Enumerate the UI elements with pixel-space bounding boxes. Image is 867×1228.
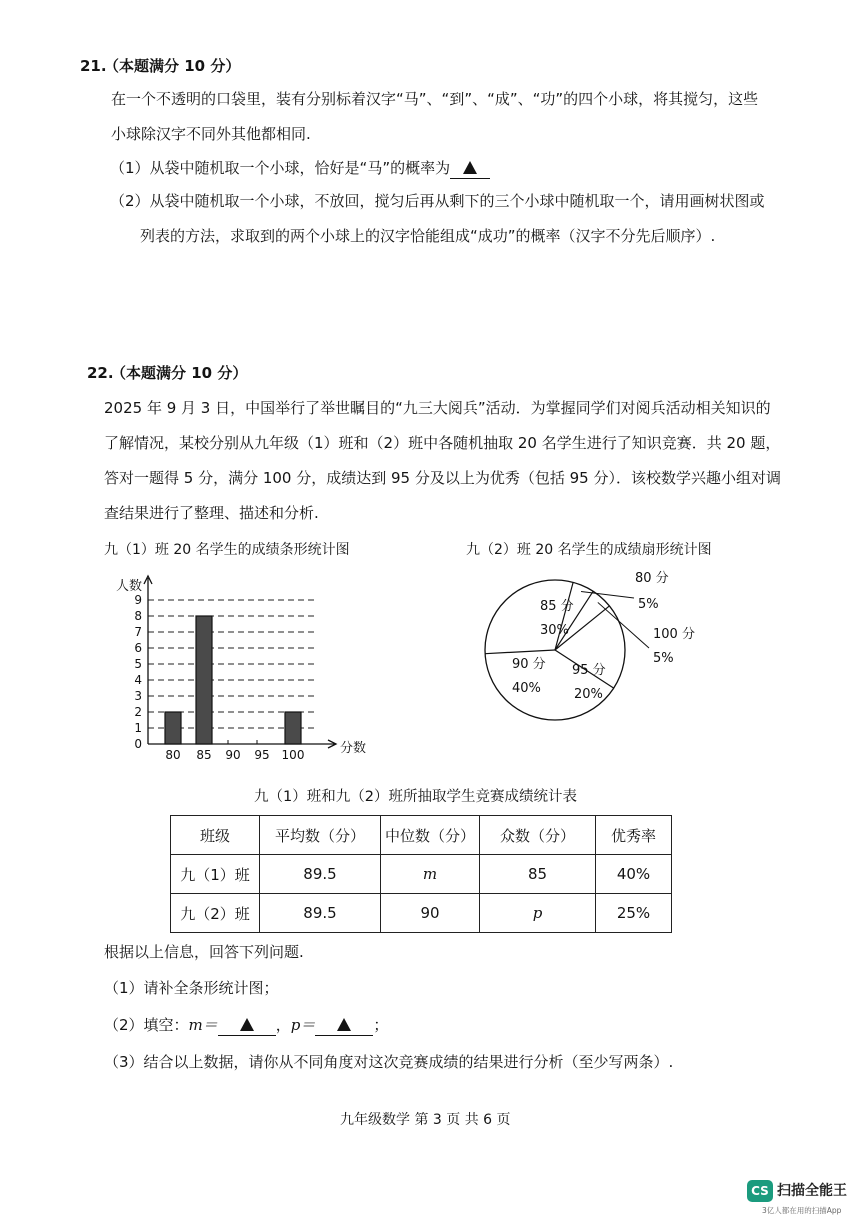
camscanner-logo: CS <box>747 1180 773 1202</box>
x-tick-label: 95 <box>254 748 270 762</box>
q21-part2-line2: 列表的方法，求取到的两个小球上的汉字恰能组成“成功”的概率（汉字不分先后顺序）. <box>140 227 716 245</box>
table-title: 九（1）班和九（2）班所抽取学生竞赛成绩统计表 <box>254 789 577 805</box>
watermark-sub: 3亿人都在用的扫描App <box>762 1206 842 1215</box>
bar <box>196 616 212 744</box>
q22-after-table: 根据以上信息，回答下列问题. <box>104 943 304 961</box>
page-footer: 九年级数学 第 3 页 共 6 页 <box>340 1112 511 1128</box>
q21-header: （本题满分 10 分） <box>104 57 241 75</box>
y-tick-label: 4 <box>134 673 142 687</box>
table-header-row <box>171 816 672 855</box>
y-tick-label: 7 <box>134 625 142 639</box>
pie-slice-label: 100 分 <box>653 627 695 642</box>
answer-blank-m <box>218 1015 276 1036</box>
table-cell: p <box>480 894 596 933</box>
x-tick-label: 100 <box>281 748 305 762</box>
x-tick-label: 85 <box>196 748 212 762</box>
q22-intro-line: 答对一题得 5 分，满分 100 分，成绩达到 95 分及以上为优秀（包括 95 分）．该校数学兴趣小组对调 <box>104 469 781 487</box>
x-tick-label: 90 <box>225 748 241 762</box>
y-tick-label: 2 <box>134 705 142 719</box>
table-cell: 90 <box>381 894 480 933</box>
table-row <box>171 855 672 894</box>
y-tick-label: 1 <box>134 721 142 735</box>
q22-intro-line: 2025 年 9 月 3 日，中国举行了举世瞩目的“九三大阅兵”活动．为掌握同学们对阅兵活动相关知识的 <box>104 399 771 417</box>
x-tick-label: 80 <box>165 748 181 762</box>
pie-chart-title: 九（2）班 20 名学生的成绩扇形统计图 <box>466 542 712 558</box>
q21-intro-line2: 小球除汉字不同外其他都相同. <box>111 125 311 143</box>
pie-slice-percent: 40% <box>512 681 541 696</box>
y-tick-label: 5 <box>134 657 142 671</box>
table-cell: m <box>381 855 480 894</box>
q22-number: 22. <box>87 364 114 382</box>
table-cell: 85 <box>480 855 596 894</box>
y-axis-label: 人数 <box>116 579 143 594</box>
table-header-cell: 众数（分） <box>480 816 596 855</box>
y-tick-label: 0 <box>134 737 142 751</box>
watermark-name: 扫描全能王 <box>777 1183 847 1199</box>
pie-slice-percent: 20% <box>574 687 603 702</box>
table-cell: 89.5 <box>260 894 381 933</box>
q22-part2-end: ； <box>373 1016 389 1034</box>
bar <box>165 712 181 744</box>
bar-chart-title: 九（1）班 20 名学生的成绩条形统计图 <box>104 542 350 558</box>
y-tick-label: 9 <box>134 593 142 607</box>
q21-part1-text: （1）从袋中随机取一个小球，恰好是“马”的概率为 <box>110 159 451 177</box>
y-tick-label: 6 <box>134 641 142 655</box>
q22-part2 <box>104 1015 388 1036</box>
table-row <box>171 894 672 933</box>
triangle-icon <box>337 1018 351 1031</box>
y-tick-label: 3 <box>134 689 142 703</box>
q22-part1: （1）请补全条形统计图； <box>104 979 279 997</box>
q21-number: 21. <box>80 57 107 75</box>
pie-chart <box>470 562 730 732</box>
answer-blank-p <box>315 1015 373 1036</box>
q22-part2-p: p＝ <box>290 1016 316 1034</box>
q21-part1 <box>110 158 490 179</box>
pie-slice-percent: 5% <box>653 651 674 666</box>
bar-chart <box>104 562 384 762</box>
q22-part2-m: m＝ <box>188 1016 218 1034</box>
table-cell: 九（1）班 <box>171 855 260 894</box>
x-axis-label: 分数 <box>340 741 367 756</box>
q22-part2-prefix: （2）填空： <box>104 1016 189 1034</box>
q22-intro-line: 查结果进行了整理、描述和分析. <box>104 504 319 522</box>
q22-header: （本题满分 10 分） <box>111 364 248 382</box>
q22-part2-sep: ， <box>275 1016 291 1034</box>
table-header-cell: 中位数（分） <box>381 816 480 855</box>
pie-slice-label: 80 分 <box>635 571 669 586</box>
q22-intro-line: 了解情况，某校分别从九年级（1）班和（2）班中各随机抽取 20 名学生进行了知识竞赛．共 20 题， <box>104 434 781 452</box>
pie-slice-label: 95 分 <box>572 663 606 678</box>
bar <box>285 712 301 744</box>
triangle-icon <box>240 1018 254 1031</box>
pie-slice-label: 85 分 <box>540 599 574 614</box>
pie-slice-label: 90 分 <box>512 657 546 672</box>
table-header-cell: 优秀率 <box>596 816 672 855</box>
pie-slice-percent: 30% <box>540 623 569 638</box>
y-tick-label: 8 <box>134 609 142 623</box>
stats-table <box>170 815 672 933</box>
table-cell: 25% <box>596 894 672 933</box>
answer-blank <box>450 158 490 179</box>
table-cell: 40% <box>596 855 672 894</box>
triangle-icon <box>463 161 477 174</box>
table-header-cell: 平均数（分） <box>260 816 381 855</box>
table-cell: 89.5 <box>260 855 381 894</box>
pie-slice-percent: 5% <box>638 597 659 612</box>
table-cell: 九（2）班 <box>171 894 260 933</box>
table-header-cell: 班级 <box>171 816 260 855</box>
q21-part2-line1: （2）从袋中随机取一个小球，不放回，搅匀后再从剩下的三个小球中随机取一个，请用画树状图或 <box>110 192 765 210</box>
q22-part3: （3）结合以上数据，请你从不同角度对这次竞赛成绩的结果进行分析（至少写两条）. <box>104 1053 674 1071</box>
q21-intro-line1: 在一个不透明的口袋里，装有分别标着汉字“马”、“到”、“成”、“功”的四个小球，将其搅匀，这些 <box>111 90 759 108</box>
